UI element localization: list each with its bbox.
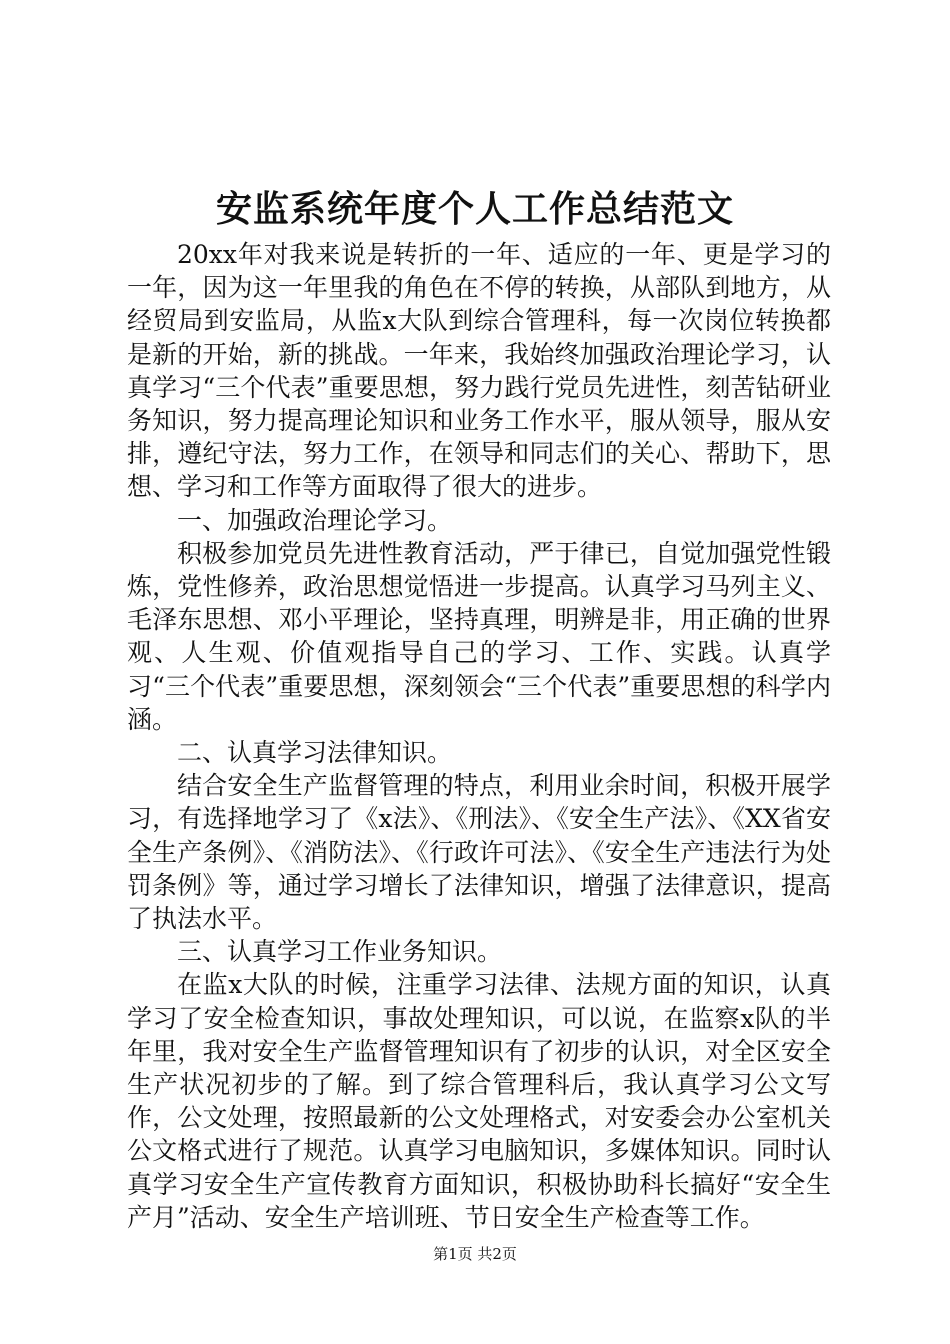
paragraph-section-1: 积极参加党员先进性教育活动，严于律已，自觉加强党性锻炼，党性修养，政治思想觉悟进一步提高。认真学习马列主义、毛泽东思想、邓小平理论，坚持真理，明辨是非，用正确的世界观、人生观、价值观指导自己的学习、工作、实践。认真学习“三个代表”重要思想，深刻领会“三个代表”重要思想的科学内涵。 xyxy=(127,538,831,734)
section-heading-2: 二、认真学习法律知识。 xyxy=(177,738,453,768)
document-title: 安监系统年度个人工作总结范文 xyxy=(215,188,734,230)
paragraph-section-3: 在监x大队的时候，注重学习法律、法规方面的知识，认真学习了安全检查知识，事故处理知识，可以说，在监察x队的半年里，我对安全生产监督管理知识有了初步的认识，对全区安全生产状况初步的了解。到了综合管理科后，我认真学习公文写作，公文处理，按照最新的公文处理格式，对安委会办公室机关公文格式进行了规范。认真学习电脑知识，多媒体知识。同时认真学习安全生产宣传教育方面知识，积极协助科长搞好“安全生产月”活动、安全生产培训班、节日安全生产检查等工作。 xyxy=(127,970,831,1232)
section-heading-3: 三、认真学习工作业务知识。 xyxy=(177,937,503,967)
document-body xyxy=(127,238,831,1234)
page-footer: 第1页 共2页 xyxy=(433,1245,517,1263)
paragraph-intro: 20xx年对我来说是转折的一年、适应的一年、更是学习的一年，因为这一年里我的角色在不停的转换，从部队到地方，从经贸局到安监局，从监x大队到综合管理科，每一次岗位转换都是新的开始，新的挑战。一年来，我始终加强政治理论学习，认真学习“三个代表”重要思想，努力践行党员先进性，刻苦钻研业务知识，努力提高理论知识和业务工作水平，服从领导，服从安排，遵纪守法，努力工作，在领导和同志们的关心、帮助下，思想、学习和工作等方面取得了很大的进步。 xyxy=(127,240,831,502)
section-heading-1: 一、加强政治理论学习。 xyxy=(177,505,453,535)
paragraph-section-2: 结合安全生产监督管理的特点，利用业余时间，积极开展学习，有选择地学习了《x法》、《刑法》、《安全生产法》、《XX省安全生产条例》、《消防法》、《行政许可法》、《安全生产违法行为处罚条例》等，通过学习增长了法律知识，增强了法律意识，提高了执法水平。 xyxy=(127,771,831,934)
